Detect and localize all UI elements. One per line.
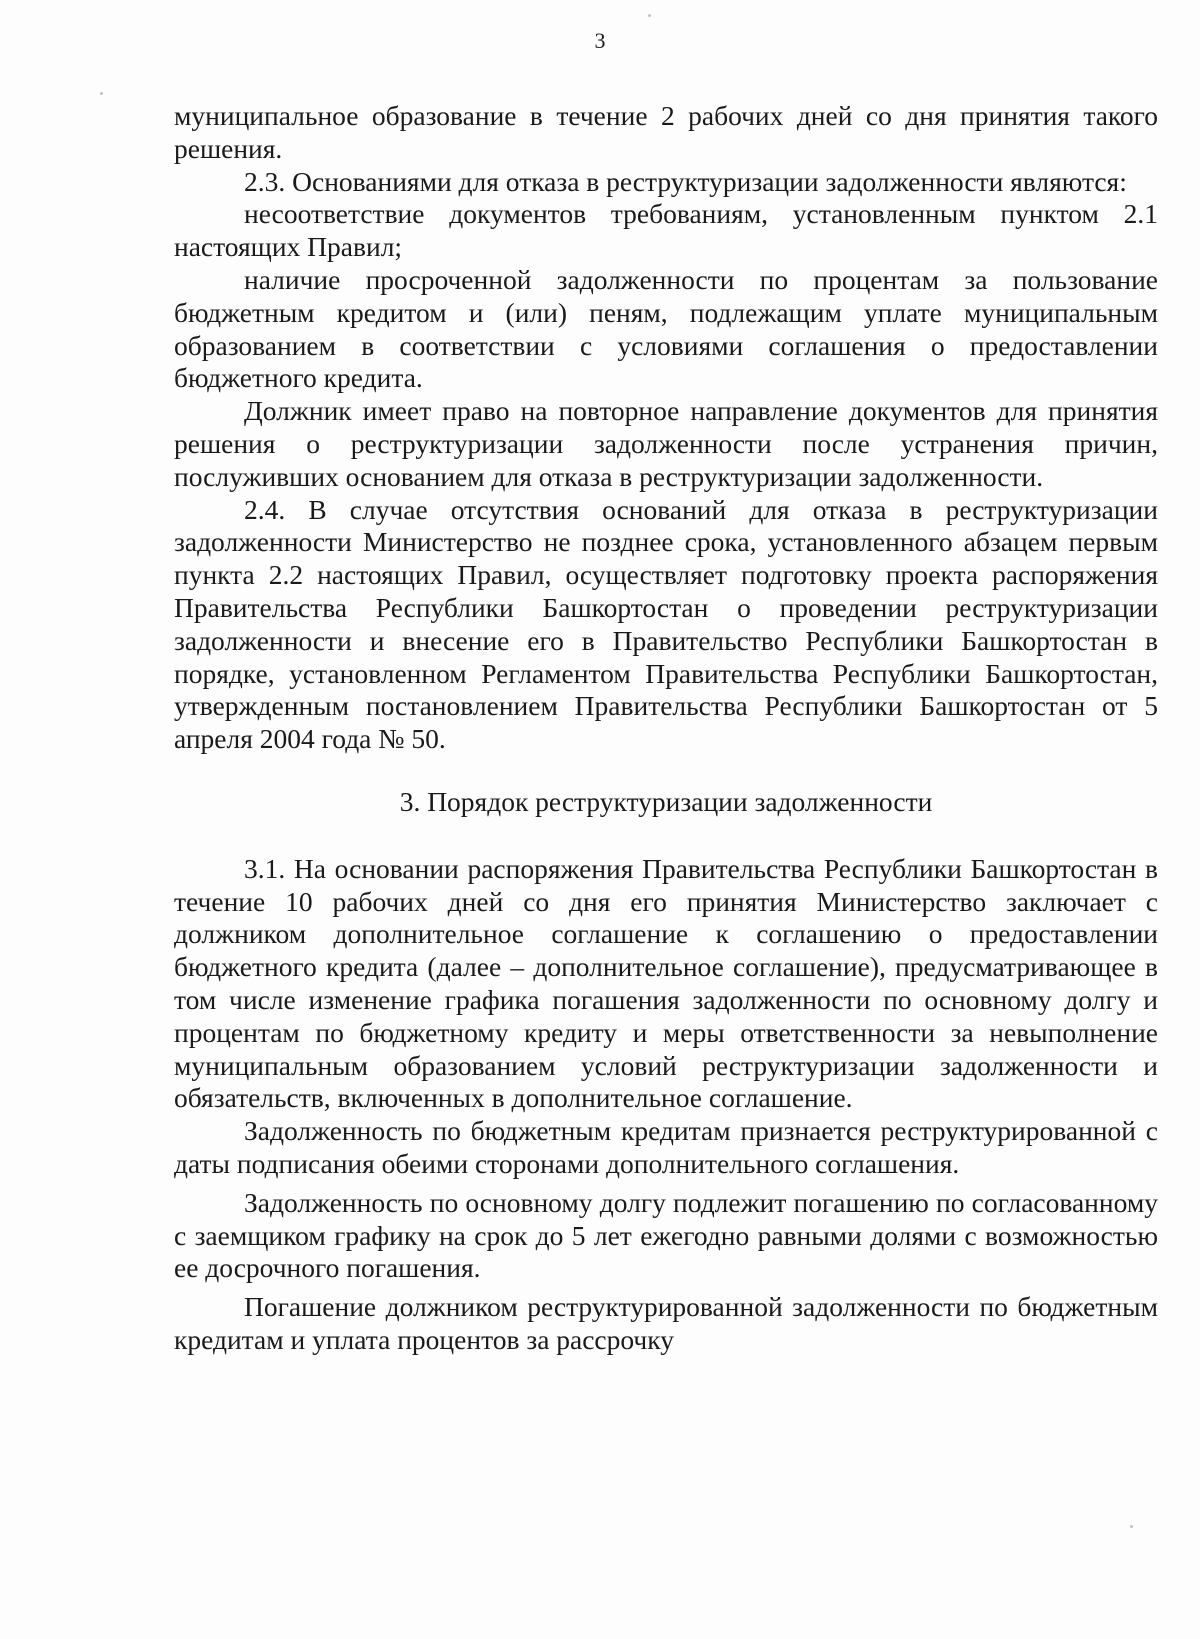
paragraph-2-3: 2.3. Основаниями для отказа в реструктуризации задолженности являются:: [244, 165, 1127, 197]
paragraph-restructured-debt: Задолженность по бюджетным кредитам признается реструктурированной с даты подписания обеими сторонами дополнительного соглашения.: [174, 1115, 1158, 1179]
scan-speck: [1130, 1525, 1133, 1528]
document-body: [174, 100, 1158, 1357]
paragraph-resubmission-right: Должник имеет право на повторное направление документов для принятия решения о реструктуризации задолженности после устранения причин, послуживших основанием для отказа в реструктуризации задолженности.: [174, 395, 1158, 492]
paragraph-continuation: муниципальное образование в течение 2 рабочих дней со дня принятия такого решения.: [174, 100, 1158, 164]
paragraph-refusal-reason-2: наличие просроченной задолженности по процентам за пользование бюджетным кредитом и (или) пеням, подлежащим уплате муниципальным образованием в соответствии с условиями соглашения о предоставлении бюджетного кредита.: [174, 263, 1158, 394]
paragraph-3-1: 3.1. На основании распоряжения Правительства Республики Башкортостан в течение 10 рабочих дней со дня его принятия Министерство заключает с должником дополнительное соглашение к соглашению о предоставлении бюджетного кредита (далее – дополнительное соглашение), предусматривающее в том числе изменение графика погашения задолженности по основному долгу и процентам по бюджетному кредиту и меры ответственности за невыполнение муниципальным образованием условий реструктуризации задолженности и обязательств, включенных в дополнительное соглашение.: [174, 852, 1158, 1114]
paragraph-2-4: 2.4. В случае отсутствия оснований для отказа в реструктуризации задолженности Министерство не позднее срока, установленного абзацем первым пункта 2.2 настоящих Правил, осуществляет подготовку проекта распоряжения Правительства Республики Башкортостан о проведении реструктуризации задолженности и внесение его в Правительство Республики Башкортостан в порядке, установленном Регламентом Правительства Республики Башкортостан, утвержденным постановлением Правительства Республики Башкортостан от 5 апреля 2004 года № 50.: [174, 493, 1158, 755]
scan-speck: [648, 14, 651, 17]
paragraph-refusal-reason-1: несоответствие документов требованиям, установленным пунктом 2.1 настоящих Правил;: [174, 198, 1158, 263]
paragraph-principal-repayment: Задолженность по основному долгу подлежит погашению по согласованному с заемщиком графику на срок до 5 лет ежегодно равными долями с возможностью ее досрочного погашения.: [174, 1186, 1158, 1284]
page-number: 3: [594, 28, 606, 53]
paragraph-repayment-by-debtor: Погашение должником реструктурированной задолженности по бюджетным кредитам и уплата процентов за рассрочку: [174, 1291, 1158, 1355]
scan-speck: [100, 92, 103, 95]
section-heading: 3. Порядок реструктуризации задолженности: [399, 785, 933, 817]
